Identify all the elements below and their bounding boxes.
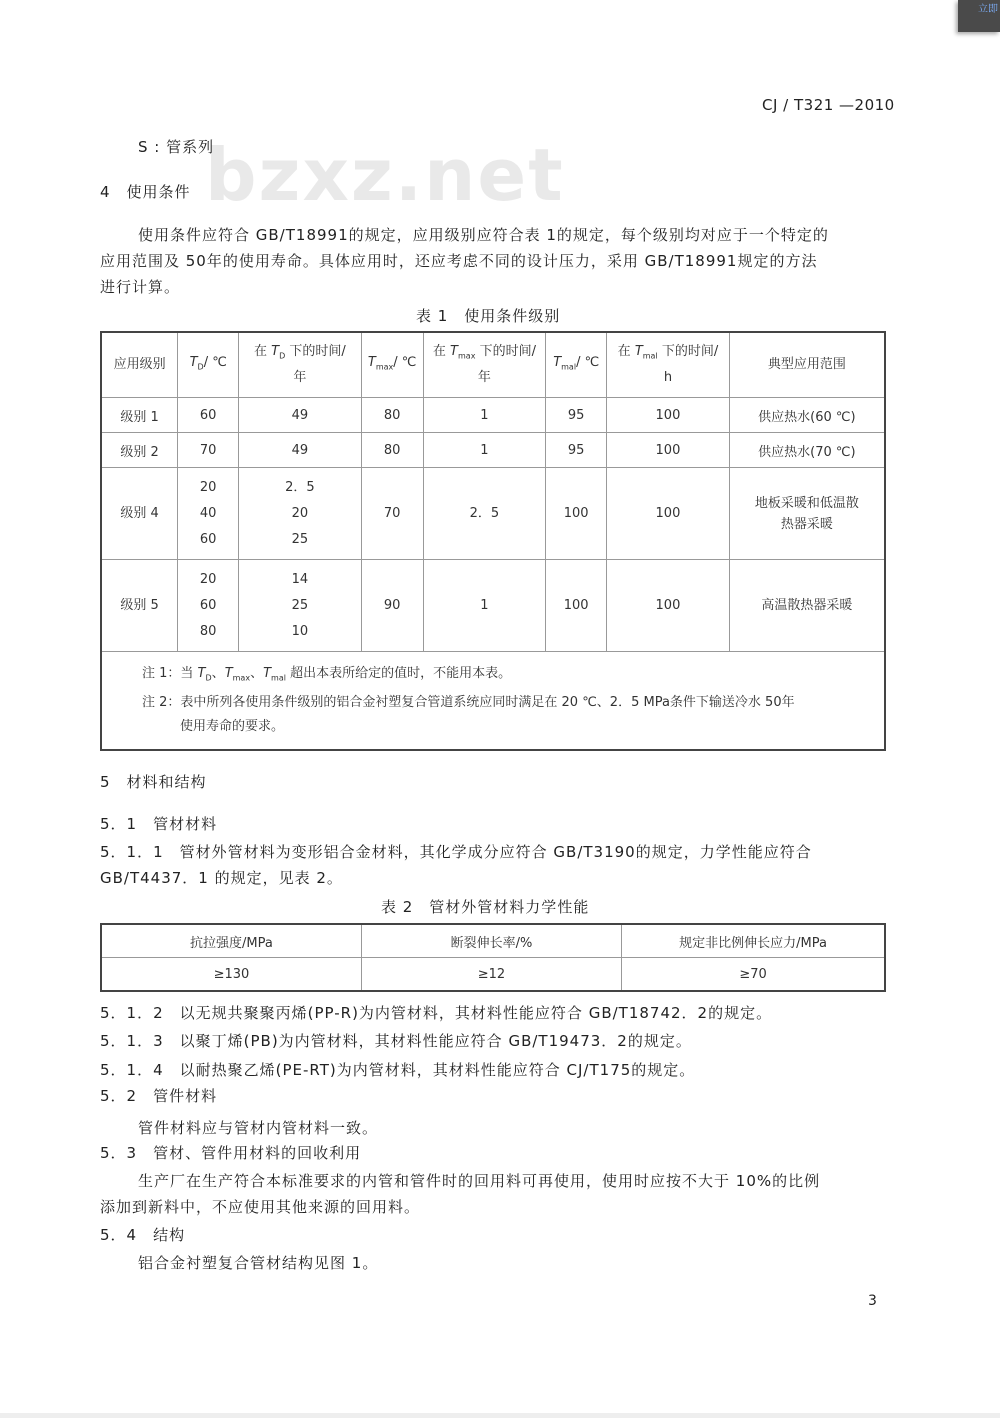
table-row: [101, 958, 885, 992]
cell-time-tmax: 1: [423, 560, 546, 652]
cell-usage: 高温散热器采暖: [729, 560, 885, 652]
cell-elongation: ≥12: [361, 958, 621, 992]
cell-time-tmal: 100: [607, 398, 730, 433]
cell-time-td: 49: [239, 433, 362, 468]
header-time-tmax: 在 $T_{max}$ 下的时间/ 年: [423, 332, 546, 398]
cell-time-td: 2．5 20 25: [239, 468, 362, 560]
section-5-3-body-line-1: 生产厂在生产符合本标准要求的内管和管件时的回用料可再使用，使用时应按不大于 10%的比例: [138, 1172, 821, 1190]
table-1-notes-row: [101, 652, 885, 750]
section-4-body-line-3: 进行计算。: [100, 278, 181, 296]
table-1-header-row: [101, 332, 885, 398]
cell-tmal: 100: [546, 468, 607, 560]
section-5-2-title: 5．2 管件材料: [100, 1087, 218, 1105]
cell-time-tmax: 1: [423, 433, 546, 468]
header-proof-stress: 规定非比例伸长应力/MPa: [622, 924, 885, 958]
cell-time-tmal: 100: [607, 433, 730, 468]
cell-level: 级别 2: [101, 433, 178, 468]
cell-tmal: 100: [546, 560, 607, 652]
header-tmax: $T_{max}/$ ℃: [361, 332, 423, 398]
cell-time-tmal: 100: [607, 560, 730, 652]
cell-usage: 地板采暖和低温散热器采暖: [729, 468, 885, 560]
table-1-note-1: 注 1：当 $T_D$、$T_{max}$、$T_{mal}$ 超出本表所给定的值时，不能用本表。: [142, 666, 512, 683]
page-number: 3: [868, 1293, 877, 1309]
section-5-1-title: 5．1 管材材料: [100, 815, 218, 833]
cell-level: 级别 1: [101, 398, 178, 433]
table-row: [101, 433, 885, 468]
cell-proof-stress: ≥70: [622, 958, 885, 992]
cell-time-td: 14 25 10: [239, 560, 362, 652]
cell-tensile-strength: ≥130: [101, 958, 361, 992]
cell-tmax: 80: [361, 433, 423, 468]
section-5-2-body: 管件材料应与管材内管材料一致。: [138, 1119, 379, 1137]
section-5-1-3: 5．1．3 以聚丁烯(PB)为内管材料，其材料性能应符合 GB/T19473．2的规定。: [100, 1032, 692, 1050]
cell-tmal: 95: [546, 433, 607, 468]
watermark-text: bzxz.net: [205, 133, 565, 217]
cell-level: 级别 5: [101, 560, 178, 652]
corner-action-label: 立即: [978, 4, 998, 15]
section-5-title: 5 材料和结构: [100, 773, 207, 791]
header-usage: 典型应用范围: [729, 332, 885, 398]
header-level: 应用级别: [101, 332, 178, 398]
section-5-4-body: 铝合金衬塑复合管材结构见图 1。: [138, 1254, 379, 1272]
header-time-tmal: 在 $T_{mal}$ 下的时间/ h: [607, 332, 730, 398]
section-5-1-2: 5．1．2 以无规共聚聚丙烯(PP-R)为内管材料，其材料性能应符合 GB/T18742．2的规定。: [100, 1004, 773, 1022]
cell-td: 20 60 80: [178, 560, 239, 652]
cell-time-tmax: 1: [423, 398, 546, 433]
section-4-body-line-2: 应用范围及 50年的使用寿命。具体应用时，还应考虑不同的设计压力，采用 GB/T18991规定的方法: [100, 252, 818, 270]
section-5-1-1-line-2: GB/T4437．1 的规定，见表 2。: [100, 869, 343, 887]
section-5-1-1-line-1: 5．1．1 管材外管材料为变形铝合金材料，其化学成分应符合 GB/T3190的规定，力学性能应符合: [100, 843, 812, 861]
section-5-1-4: 5．1．4 以耐热聚乙烯(PE-RT)为内管材料，其材料性能应符合 CJ/T175的规定。: [100, 1061, 696, 1079]
cell-tmal: 95: [546, 398, 607, 433]
cell-td: 70: [178, 433, 239, 468]
cell-usage: 供应热水(60 ℃): [729, 398, 885, 433]
table-2-header-row: [101, 924, 885, 958]
cell-time-td: 49: [239, 398, 362, 433]
cell-level: 级别 4: [101, 468, 178, 560]
cell-time-tmax: 2．5: [423, 468, 546, 560]
table-usage-conditions: [100, 331, 886, 751]
section-5-3-title: 5．3 管材、管件用材料的回收利用: [100, 1144, 362, 1162]
cell-tmax: 70: [361, 468, 423, 560]
header-td: $T_D/$ ℃: [178, 332, 239, 398]
cell-td: 60: [178, 398, 239, 433]
header-tensile-strength: 抗拉强度/MPa: [101, 924, 361, 958]
cell-time-tmal: 100: [607, 468, 730, 560]
table-row: [101, 468, 885, 560]
symbol-s-definition: S : 管系列: [138, 138, 215, 156]
standard-code: CJ / T321 —2010: [762, 96, 895, 114]
corner-action-button[interactable]: [958, 0, 1000, 32]
cell-tmax: 90: [361, 560, 423, 652]
table-mechanical-properties: [100, 923, 886, 992]
header-time-td: 在 $T_D$ 下的时间/ 年: [239, 332, 362, 398]
page-bottom-edge: [0, 1413, 1000, 1418]
table-2-caption: 表 2 管材外管材料力学性能: [381, 898, 590, 916]
table-row: [101, 560, 885, 652]
section-5-3-body-line-2: 添加到新料中，不应使用其他来源的回用料。: [100, 1198, 421, 1216]
header-elongation: 断裂伸长率/%: [361, 924, 621, 958]
table-1-note-2: 注 2：表中所列各使用条件级别的铝合金衬塑复合管道系统应同时满足在 20 ℃、2．5 MPa条件下输送冷水 50年 使用寿命的要求。: [142, 694, 795, 734]
section-4-title: 4 使用条件: [100, 183, 191, 201]
header-tmal: $T_{mal}/$ ℃: [546, 332, 607, 398]
cell-usage: 供应热水(70 ℃): [729, 433, 885, 468]
section-5-4-title: 5．4 结构: [100, 1226, 186, 1244]
table-row: [101, 398, 885, 433]
table-1-notes: [101, 652, 885, 750]
table-1-caption: 表 1 使用条件级别: [416, 307, 561, 325]
section-4-body-line-1: 使用条件应符合 GB/T18991的规定，应用级别应符合表 1的规定，每个级别均对应于一个特定的: [138, 226, 829, 244]
cell-tmax: 80: [361, 398, 423, 433]
cell-td: 20 40 60: [178, 468, 239, 560]
